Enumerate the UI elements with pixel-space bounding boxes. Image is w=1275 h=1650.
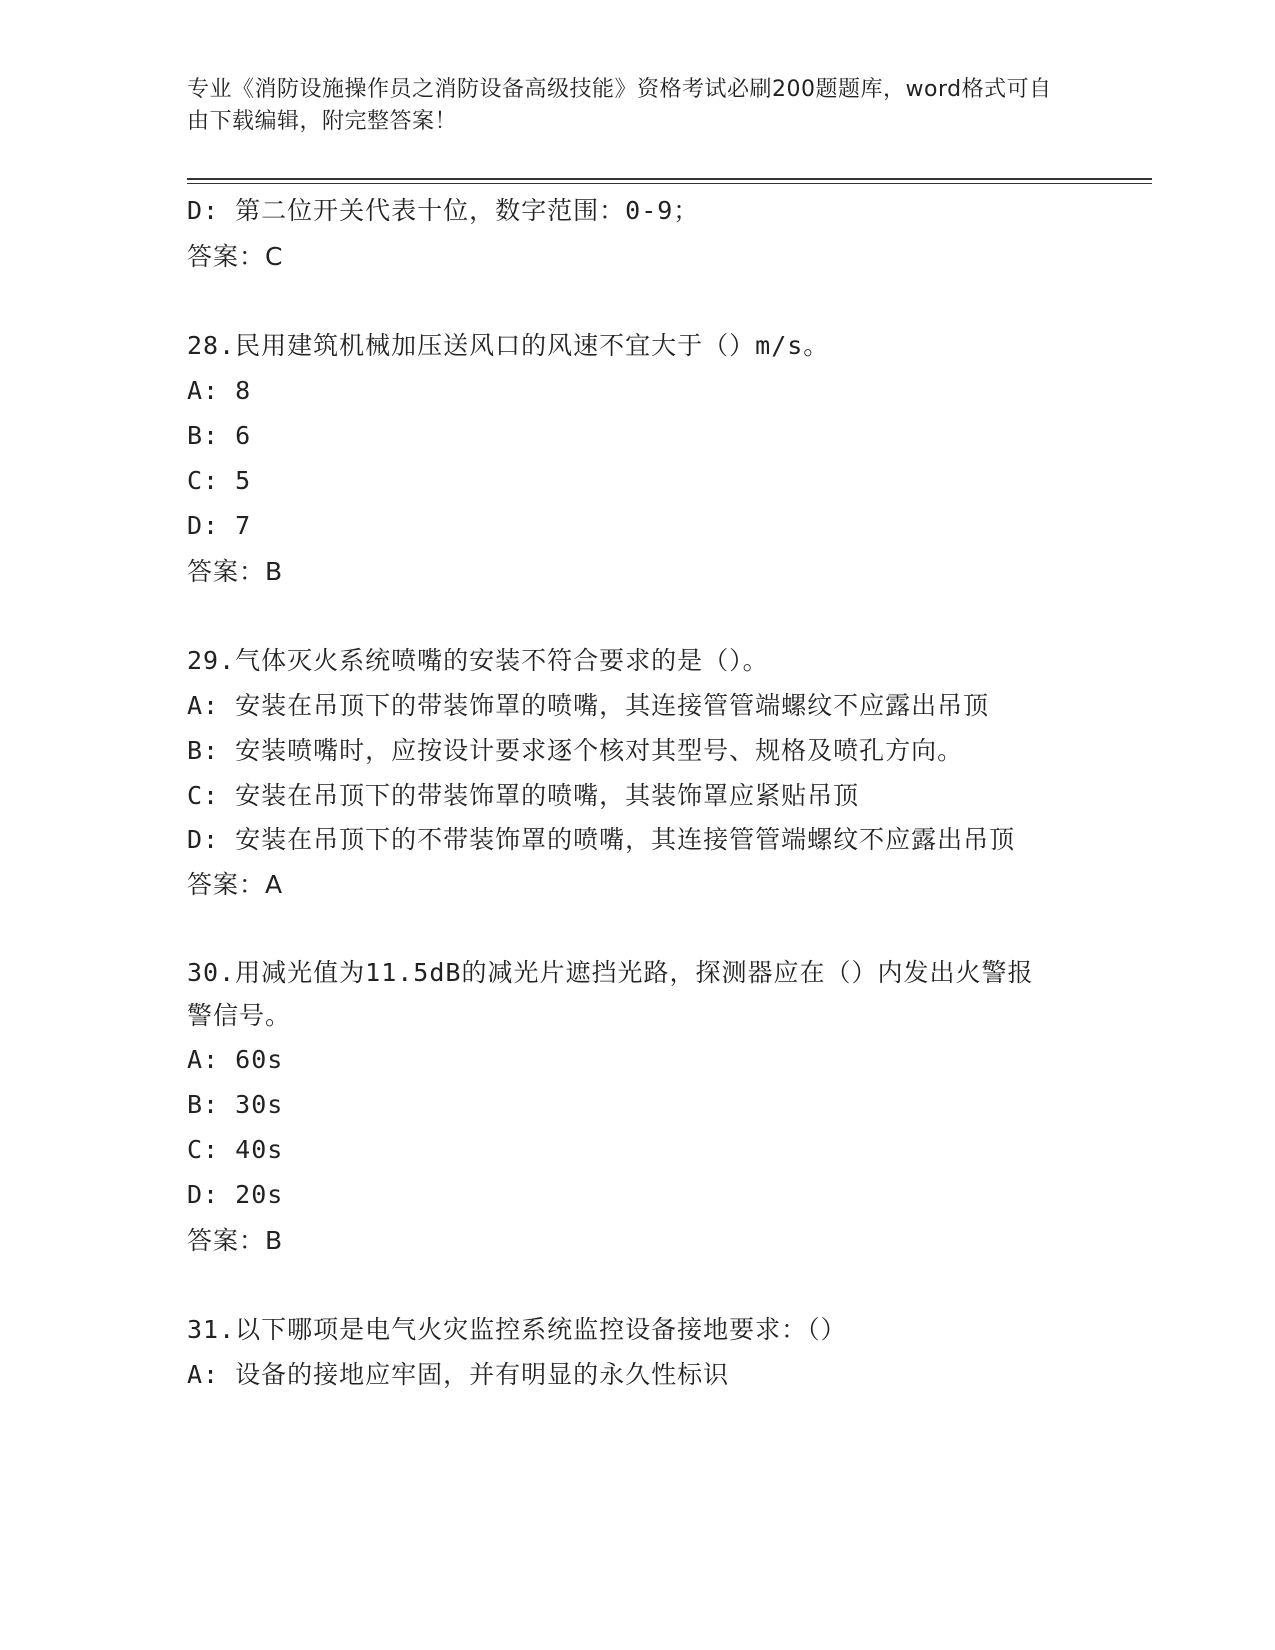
option-b: B: 安装喷嘴时，应按设计要求逐个核对其型号、规格及喷孔方向。: [187, 736, 964, 765]
document-header: 专业《消防设施操作员之消防设备高级技能》资格考试必刷200题题库，word格式可自由下载编辑，附完整答案！: [187, 77, 1052, 134]
question-28: [187, 323, 1087, 596]
header-rule-thin: [187, 183, 1152, 184]
option-a: A: 设备的接地应牢固，并有明显的永久性标识: [187, 1360, 730, 1389]
option-c: C: 40s: [187, 1135, 284, 1164]
question-stem: 31.以下哪项是电气火灾监控系统监控设备接地要求：（）: [187, 1315, 847, 1344]
answer-line: 答案：B: [187, 557, 284, 586]
option-d: D: 7: [187, 511, 252, 540]
answer-line: 答案：C: [187, 242, 284, 271]
question-stem: 28.民用建筑机械加压送风口的风速不宜大于（）m/s。: [187, 331, 830, 360]
option-b: B: 6: [187, 421, 252, 450]
option-d: D: 安装在吊顶下的不带装饰罩的喷嘴，其连接管管端螺纹不应露出吊顶: [187, 825, 1016, 854]
option-d: D: 第二位开关代表十位，数字范围：0-9；: [187, 196, 700, 225]
answer-line: 答案：A: [187, 870, 284, 899]
option-a: A: 8: [187, 376, 252, 405]
option-c: C: 安装在吊顶下的带装饰罩的喷嘴，其装饰罩应紧贴吊顶: [187, 781, 860, 810]
question-29: [187, 638, 1087, 909]
question-30: [187, 951, 1087, 1265]
header-rule-thick: [187, 178, 1152, 180]
option-c: C: 5: [187, 466, 252, 495]
option-d: D: 20s: [187, 1180, 284, 1209]
question-stem: 29.气体灭火系统喷嘴的安装不符合要求的是（）。: [187, 646, 769, 675]
option-b: B: 30s: [187, 1090, 284, 1119]
answer-line: 答案：B: [187, 1226, 284, 1255]
option-a: A: 安装在吊顶下的带装饰罩的喷嘴，其连接管管端螺纹不应露出吊顶: [187, 691, 990, 720]
question-list: [187, 188, 1087, 1397]
option-a: A: 60s: [187, 1045, 284, 1074]
question-stem: 30.用减光值为11.5dB的减光片遮挡光路，探测器应在（）内发出火警报警信号。: [187, 958, 1034, 1030]
question-31: [187, 1307, 1087, 1397]
